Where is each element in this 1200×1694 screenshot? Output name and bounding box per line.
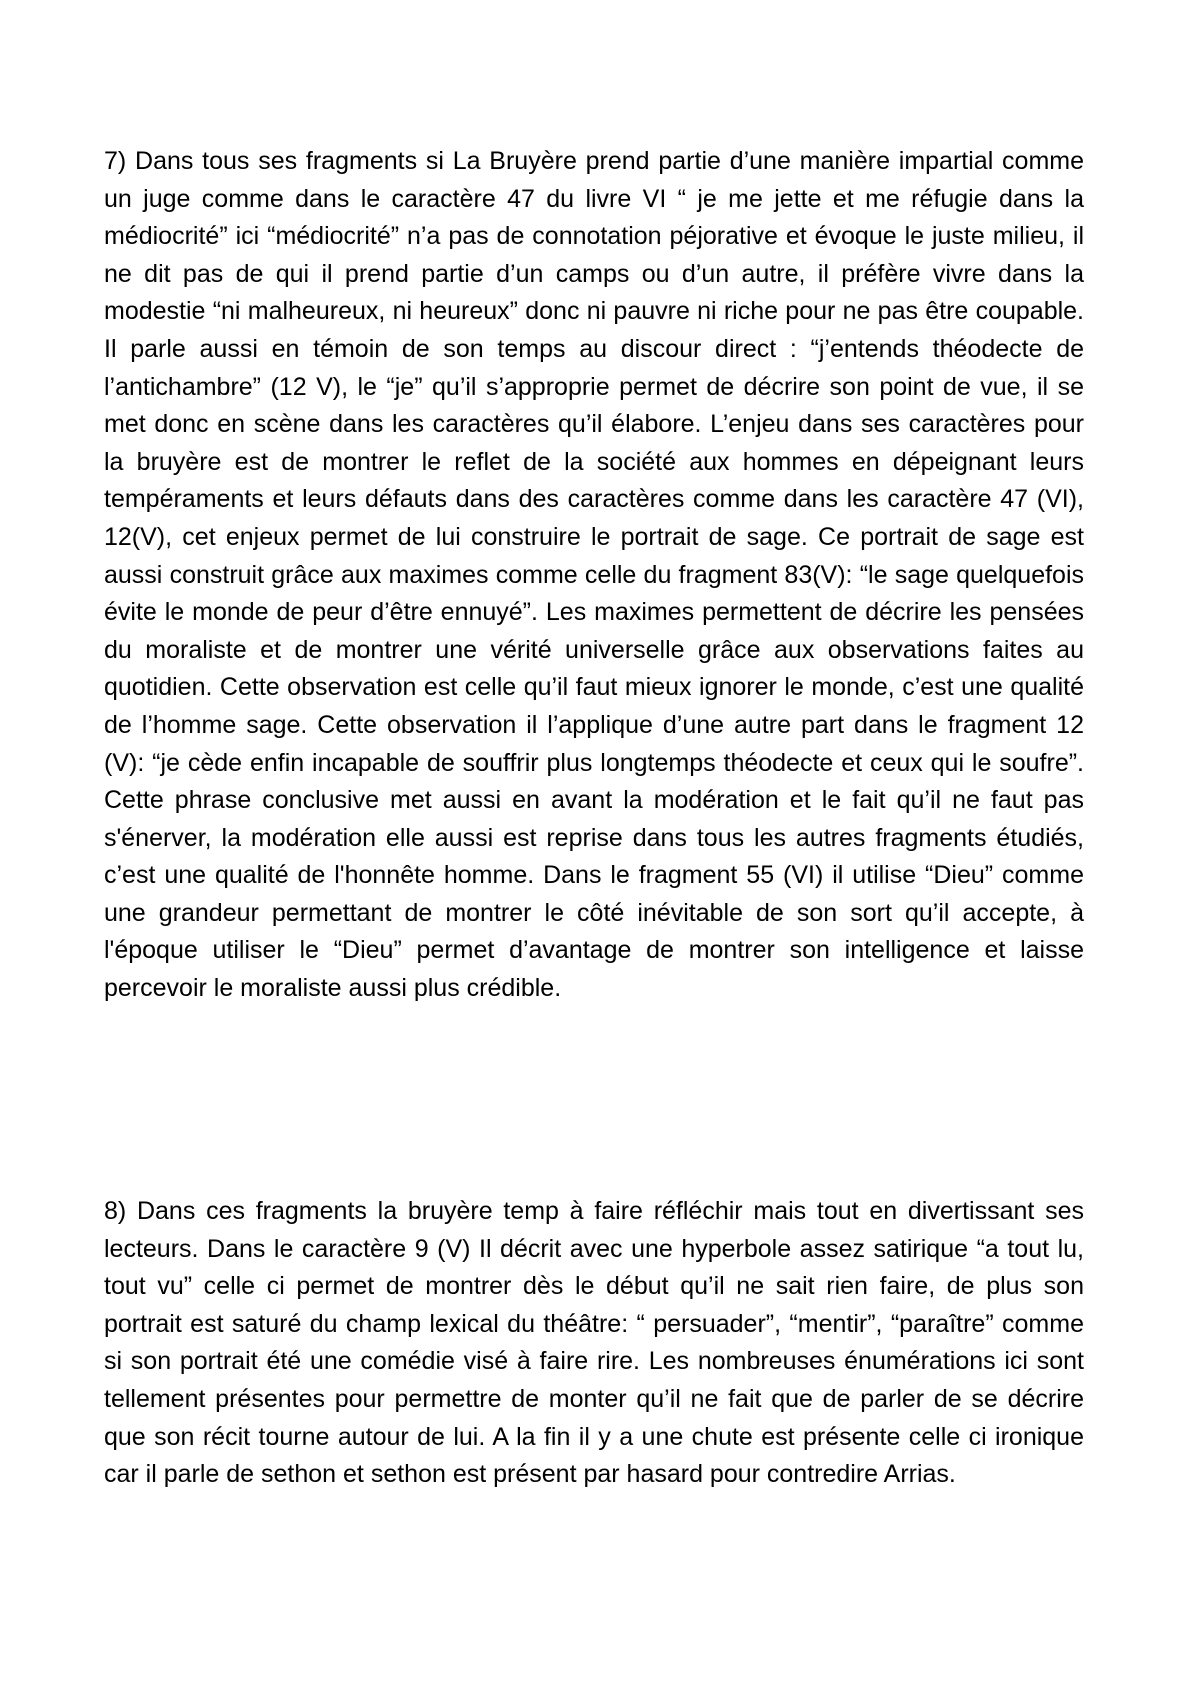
- paragraph-8: 8) Dans ces fragments la bruyère temp à faire réfléchir mais tout en divertissant ses lecteurs. Dans le caractère 9 (V) Il décrit avec une hyperbole assez satirique “a tout lu, tout vu” celle ci permet de montrer dès le début qu’il ne sait rien faire, de plus son portrait est saturé du champ lexical du théâtre: “ persuader”, “mentir”, “paraître” comme si son portrait été une comédie visé à faire rire. Les nombreuses énumérations ici sont tellement présentes pour permettre de monter qu’il ne fait que de parler de se décrire que son récit tourne autour de lui. A la fin il y a une chute est présente celle ci ironique car il parle de sethon et sethon est présent par hasard pour contredire Arrias.: [104, 1197, 1084, 1489]
- paragraph-7: 7) Dans tous ses fragments si La Bruyère prend partie d’une manière impartial comme un juge comme dans le caractère 47 du livre VI “ je me jette et me réfugie dans la médiocrité” ici “médiocrité” n’a pas de connotation péjorative et évoque le juste milieu, il ne dit pas de qui il prend partie d’un camps ou d’un autre, il préfère vivre dans la modestie “ni malheureux, ni heureux” donc ni pauvre ni riche pour ne pas être coupable. Il parle aussi en témoin de son temps au discour direct : “j’entends théodecte de l’antichambre” (12 V), le “je” qu’il s’approprie permet de décrire son point de vue, il se met donc en scène dans les caractères qu’il élabore. L’enjeu dans ses caractères pour la bruyère est de montrer le reflet de la société aux hommes en dépeignant leurs tempéraments et leurs défauts dans des caractères comme dans les caractère 47 (VI), 12(V), cet enjeux permet de lui construire le portrait de sage. Ce portrait de sage est aussi construit grâce aux maximes comme celle du fragment 83(V): “le sage quelquefois évite le monde de peur d’être ennuyé”. Les maximes permettent de décrire les pensées du moraliste et de montrer une vérité universelle grâce aux observations faites au quotidien. Cette observation est celle qu’il faut mieux ignorer le monde, c’est une qualité de l’homme sage. Cette observation il l’applique d’une autre part dans le fragment 12 (V): “je cède enfin incapable de souffrir plus longtemps théodecte et ceux qui le soufre”. Cette phrase conclusive met aussi en avant la modération et le fait qu’il ne faut pas s'énerver, la modération elle aussi est reprise dans tous les autres fragments étudiés, c’est une qualité de l'honnête homme. Dans le fragment 55 (VI) il utilise “Dieu” comme une grandeur permettant de montrer le côté inévitable de son sort qu’il accepte, à l'époque utiliser le “Dieu” permet d’avantage de montrer son intelligence et laisse percevoir le moraliste aussi plus crédible.: [104, 147, 1084, 1003]
